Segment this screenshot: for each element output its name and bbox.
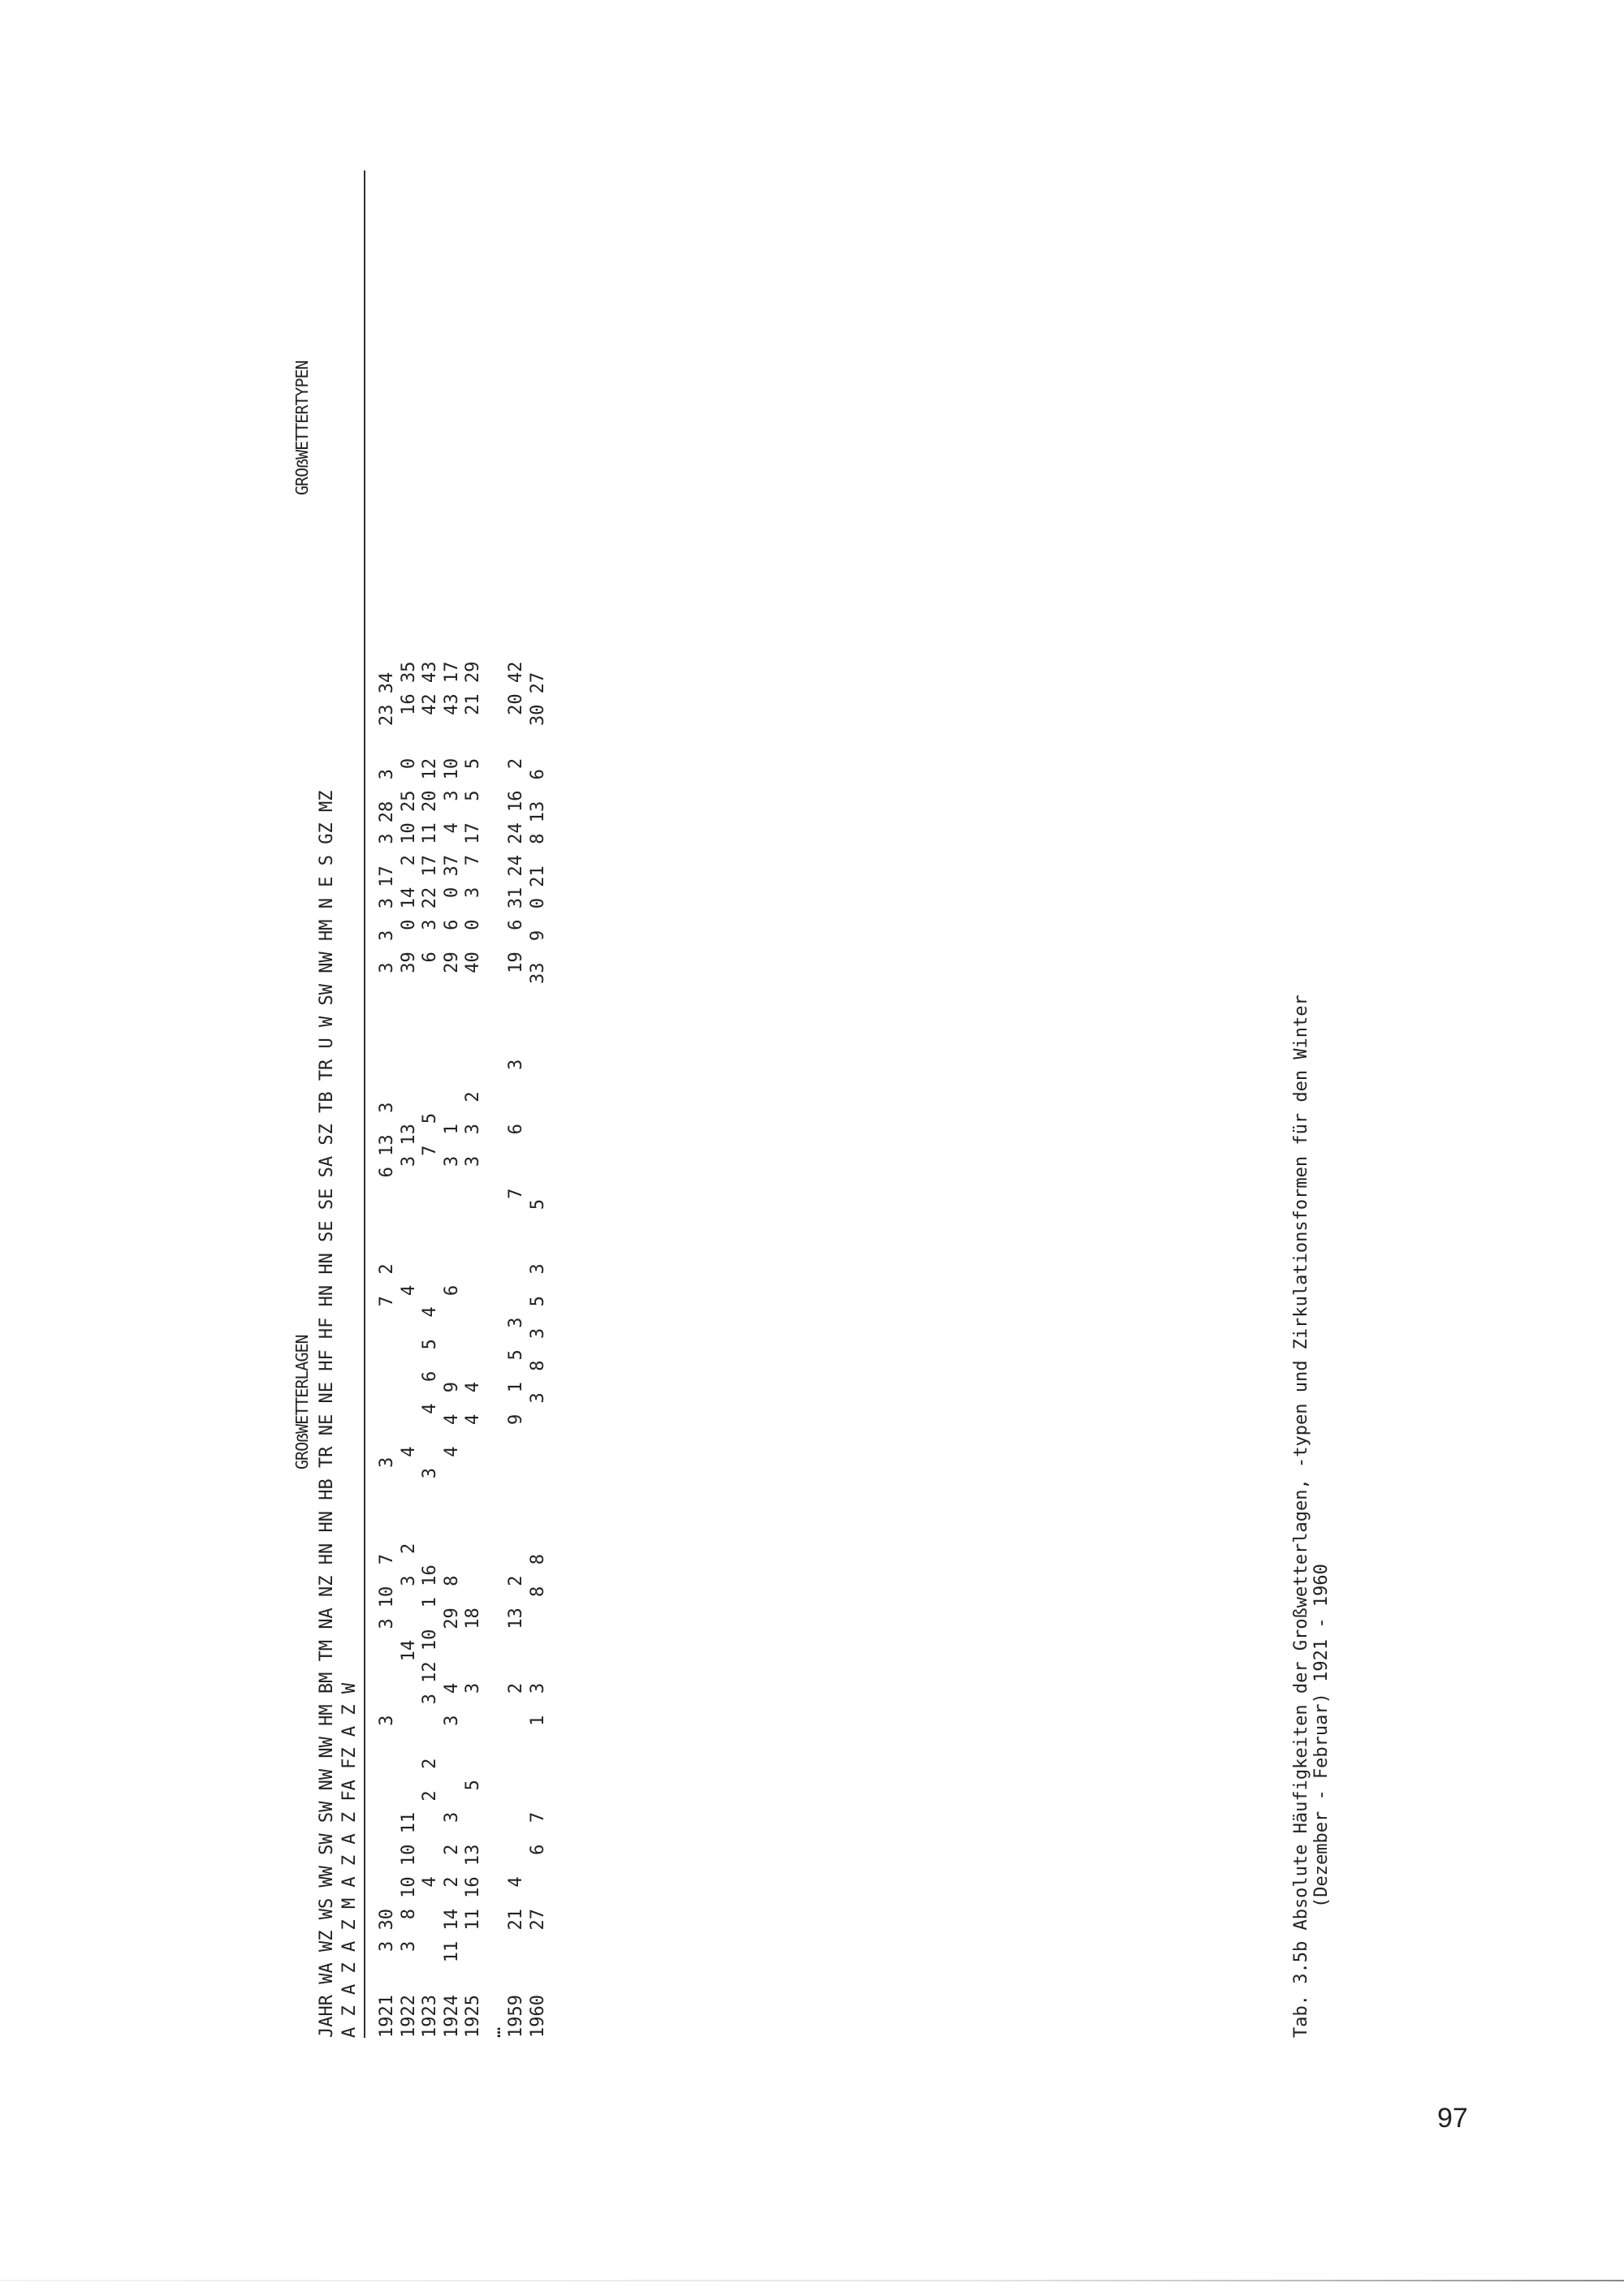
table-row: 1925 11 16 13 5 3 18 4 4 3 3 2 40 0 3 7 17 5 5 21 29: [463, 661, 483, 2038]
page-number: 97: [1437, 2103, 1468, 2134]
scan-edge-line: [0, 2280, 1624, 2281]
caption-line-2: (Dezember - Februar) 1921 - 1960: [1311, 1564, 1332, 1908]
table-caption: [1291, 170, 1332, 2038]
table-row: 1923 4 2 2 3 12 10 1 16 3 4 6 5 4 7 5 6 3 22 17 11 20 12 42 43: [420, 661, 440, 2038]
group-header-grosswettertypen: GROẞWETTERTYPEN: [292, 360, 312, 495]
table-row: 1924 11 14 2 2 3 3 4 29 8 4 4 9 6 3 1 29 6 0 37 4 3 10 43 17: [441, 661, 462, 2038]
table-row: 1960 27 6 7 1 3 8 8 3 8 3 5 3 5 33 9 0 21 8 13 6 30 27: [527, 671, 548, 2038]
table-row: 1959 21 4 2 13 2 9 1 5 3 7 6 3 19 6 31 24 24 16 2 20 42: [506, 661, 526, 2038]
table-row: 1922 3 8 10 10 11 14 3 2 4 4 3 13 39 0 14 2 10 25 0 16 35: [398, 661, 419, 2038]
group-header-grosswetterlagen: GROẞWETTERLAGEN: [292, 1335, 312, 1470]
table-header-row-1: JAHR WA WZ WS WW SW SW NW NW HM BM TM NA NZ HN HN HB TR NE NE HF HF HN HN SE SE SA SZ TB TR U W SW NW HM N E S GZ MZ: [317, 790, 337, 2038]
table-header-row-2: A Z A Z A Z M A Z A Z FA FZ A Z W: [339, 1682, 360, 2038]
frequency-table: [292, 170, 1389, 2038]
table-row: …: [484, 2026, 505, 2038]
table-body: [377, 170, 549, 2038]
rotated-table-region: [292, 170, 1389, 2038]
table-row: 1921 3 30 3 3 10 7 3 7 2 6 13 3 3 3 3 17 3 28 3 23 34: [377, 671, 397, 2038]
header-divider: [364, 170, 365, 2038]
caption-line-1: Tab. 3.5b Absolute Häufigkeiten der Großwetterlagen, -typen und Zirkulationsformen für den Winter: [1291, 995, 1311, 2038]
